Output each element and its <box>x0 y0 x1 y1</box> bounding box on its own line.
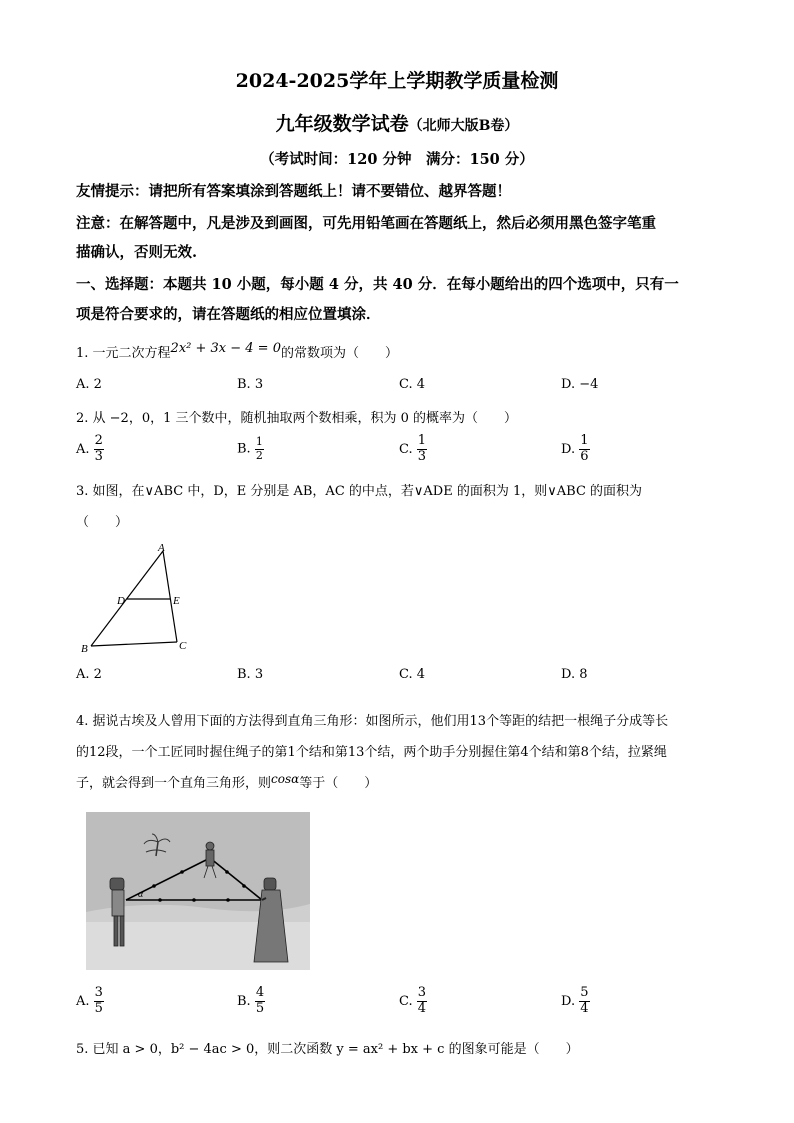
q4-option-d[interactable] <box>561 986 590 1017</box>
q4-option-b[interactable] <box>237 986 265 1017</box>
q4-option-d-letter: D. <box>561 993 576 1009</box>
q2-option-b-fraction: $\frac{1}{2}$ <box>255 435 263 462</box>
q3-option-b[interactable]: B. 3 <box>237 667 264 682</box>
label-c: C <box>179 640 187 652</box>
q4-stem-line2: 的12段，一个工匠同时握住绳子的第1个结和第13个结，两个助手分别握住第4个结和第8个结，拉紧绳 <box>76 745 667 760</box>
q4-stem-line3 <box>76 772 377 791</box>
q2-option-c-fraction: $\frac{1}{3}$ <box>417 433 427 464</box>
q4-option-c-fraction: $\frac{3}{4}$ <box>417 985 427 1016</box>
q3-triangle-figure <box>76 538 206 656</box>
notice-tip: 友情提示：请把所有答案填涂到答题纸上！请不要错位、越界答题！ <box>76 183 511 200</box>
q3-stem-line1: 3. 如图，在∨ABC 中，D，E 分别是 AB，AC 的中点，若∨ADE 的面积为 1，则∨ABC 的面积为 <box>76 484 643 499</box>
q5-stem: 5. 已知 a > 0，b² − 4ac > 0，则二次函数 y = ax² + bx + c 的图象可能是（ ） <box>76 1042 579 1057</box>
alpha-label: α <box>138 889 144 900</box>
q4-option-b-letter: B. <box>237 993 251 1009</box>
q2-stem: 2. 从 −2，0，1 三个数中，随机抽取两个数相乘，积为 0 的概率为（ ） <box>76 411 518 426</box>
q2-option-d[interactable] <box>561 434 590 465</box>
q1-option-a[interactable]: A. 2 <box>76 377 102 392</box>
side-bc <box>91 642 177 646</box>
subtitle-edition: （北师大版B卷） <box>408 118 519 134</box>
q4-cos-alpha: cosα <box>271 772 300 786</box>
q2-option-a-letter: A. <box>76 441 90 457</box>
q2-option-a-fraction: $\frac{2}{3}$ <box>94 433 103 464</box>
q4-option-b-fraction: $\frac{4}{5}$ <box>255 985 265 1016</box>
notice-note-line1: 注意：在解答题中，凡是涉及到画图，可先用铅笔画在答题纸上，然后必须用黑色签字笔重 <box>76 215 656 232</box>
q4-option-a[interactable] <box>76 986 104 1017</box>
q2-option-c[interactable] <box>399 434 427 465</box>
q4-line3-suffix: 等于（ ） <box>299 776 378 791</box>
q1-stem <box>76 342 398 361</box>
q4-option-d-fraction: $\frac{5}{4}$ <box>580 985 589 1016</box>
q4-option-a-fraction: $\frac{3}{5}$ <box>94 985 103 1016</box>
q2-option-b[interactable] <box>237 436 264 462</box>
q2-option-d-letter: D. <box>561 441 576 457</box>
label-b: B <box>81 643 88 655</box>
q4-option-c-letter: C. <box>399 993 413 1009</box>
section1-line1: 一、选择题：本题共 10 小题，每小题 4 分，共 40 分．在每小题给出的四个选项中，只有一 <box>76 276 679 293</box>
q2-option-c-letter: C. <box>399 441 413 457</box>
q1-option-b[interactable]: B. 3 <box>237 377 264 392</box>
q3-option-a[interactable]: A. 2 <box>76 667 102 682</box>
q1-prefix: 1. 一元二次方程 <box>76 346 171 361</box>
exam-title: 2024-2025学年上学期教学质量检测 <box>235 70 559 92</box>
label-d: D <box>117 595 125 607</box>
section1-line2: 项是符合要求的，请在答题纸的相应位置填涂． <box>76 306 381 323</box>
label-e: E <box>173 595 180 607</box>
subtitle-main: 九年级数学试卷 <box>275 113 409 135</box>
q1-equation: 2x² + 3x − 4 = 0 <box>170 341 281 356</box>
notice-note-line2: 描确认，否则无效. <box>76 244 198 261</box>
q1-option-c[interactable]: C. 4 <box>399 377 426 392</box>
q2-option-d-fraction: $\frac{1}{6}$ <box>580 433 589 464</box>
q4-egyptian-rope-illustration <box>86 812 310 970</box>
q3-stem-line2: （ ） <box>76 515 129 530</box>
q4-stem-line1: 4. 据说古埃及人曾用下面的方法得到直角三角形：如图所示，他们用13个等距的结把一根绳子分成等长 <box>76 714 669 729</box>
q1-suffix: 的常数项为（ ） <box>280 346 398 361</box>
paper-subtitle <box>0 109 794 136</box>
q2-option-b-letter: B. <box>237 441 251 457</box>
label-a: A <box>158 542 165 554</box>
q1-option-d[interactable]: D. −4 <box>561 377 599 392</box>
exam-info: （考试时间：120 分钟 满分：150 分） <box>260 151 534 168</box>
q4-option-c[interactable] <box>399 986 427 1017</box>
q3-option-d[interactable]: D. 8 <box>561 667 588 682</box>
q4-option-a-letter: A. <box>76 993 90 1009</box>
q3-option-c[interactable]: C. 4 <box>399 667 426 682</box>
q2-option-a[interactable] <box>76 434 104 465</box>
q4-line3-prefix: 子，就会得到一个直角三角形，则 <box>76 776 272 791</box>
